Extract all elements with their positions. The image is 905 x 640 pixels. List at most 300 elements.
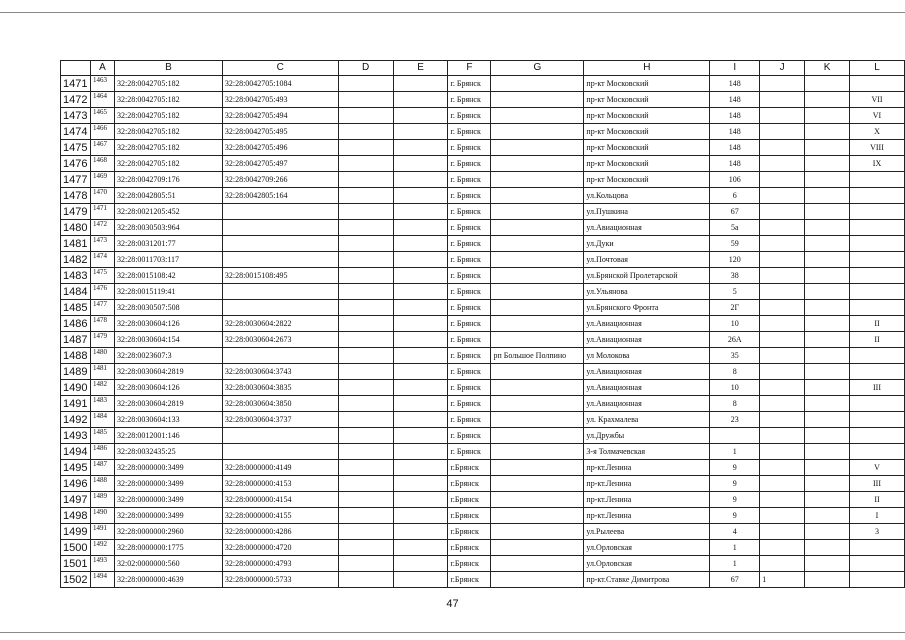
cell-h[interactable]: пр-кт.Ленина: [584, 476, 710, 492]
cell-g[interactable]: [491, 364, 584, 380]
cell-l[interactable]: [850, 364, 905, 380]
cell-j[interactable]: [760, 140, 805, 156]
cell-j[interactable]: [760, 460, 805, 476]
cell-d[interactable]: [338, 188, 393, 204]
row-number[interactable]: 1471: [61, 76, 91, 92]
cell-l[interactable]: VIII: [850, 140, 905, 156]
cell-d[interactable]: [338, 524, 393, 540]
cell-l[interactable]: [850, 300, 905, 316]
cell-l[interactable]: III: [850, 380, 905, 396]
cell-j[interactable]: [760, 524, 805, 540]
cell-k[interactable]: [805, 412, 850, 428]
cell-c[interactable]: 32:28:0030604:2822: [222, 316, 338, 332]
cell-e[interactable]: [393, 220, 448, 236]
cell-e[interactable]: [393, 204, 448, 220]
row-number[interactable]: 1478: [61, 188, 91, 204]
cell-k[interactable]: [805, 300, 850, 316]
cell-e[interactable]: [393, 380, 448, 396]
cell-i[interactable]: 148: [710, 124, 760, 140]
row-number[interactable]: 1473: [61, 108, 91, 124]
cell-a[interactable]: 1474: [90, 252, 114, 268]
cell-d[interactable]: [338, 204, 393, 220]
cell-i[interactable]: 106: [710, 172, 760, 188]
cell-c[interactable]: 32:28:0000000:4720: [222, 540, 338, 556]
cell-h[interactable]: пр-кт.Ленина: [584, 460, 710, 476]
cell-d[interactable]: [338, 556, 393, 572]
cell-g[interactable]: [491, 140, 584, 156]
cell-a[interactable]: 1473: [90, 236, 114, 252]
cell-h[interactable]: пр-кт Московский: [584, 108, 710, 124]
cell-e[interactable]: [393, 444, 448, 460]
cell-e[interactable]: [393, 156, 448, 172]
cell-c[interactable]: 32:28:0042805:164: [222, 188, 338, 204]
cell-b[interactable]: 32:28:0000000:3499: [114, 508, 222, 524]
cell-b[interactable]: 32:28:0000000:3499: [114, 492, 222, 508]
cell-g[interactable]: [491, 92, 584, 108]
cell-f[interactable]: г. Брянск: [448, 300, 491, 316]
cell-c[interactable]: 32:28:0000000:4149: [222, 460, 338, 476]
cell-e[interactable]: [393, 300, 448, 316]
cell-h[interactable]: пр-кт Московский: [584, 140, 710, 156]
cell-b[interactable]: 32:28:0021205:452: [114, 204, 222, 220]
cell-k[interactable]: [805, 236, 850, 252]
cell-k[interactable]: [805, 460, 850, 476]
cell-k[interactable]: [805, 92, 850, 108]
cell-k[interactable]: [805, 380, 850, 396]
cell-b[interactable]: 32:28:0011703:117: [114, 252, 222, 268]
cell-a[interactable]: 1467: [90, 140, 114, 156]
cell-d[interactable]: [338, 476, 393, 492]
cell-d[interactable]: [338, 156, 393, 172]
cell-d[interactable]: [338, 396, 393, 412]
cell-b[interactable]: 32:28:0030503:964: [114, 220, 222, 236]
cell-j[interactable]: [760, 492, 805, 508]
cell-h[interactable]: пр-кт.Ленина: [584, 492, 710, 508]
cell-h[interactable]: ул.Авиационная: [584, 380, 710, 396]
cell-j[interactable]: 1: [760, 572, 805, 588]
cell-b[interactable]: 32:28:0042705:182: [114, 92, 222, 108]
cell-g[interactable]: [491, 428, 584, 444]
cell-b[interactable]: 32:28:0030604:126: [114, 316, 222, 332]
cell-a[interactable]: 1477: [90, 300, 114, 316]
cell-i[interactable]: 9: [710, 460, 760, 476]
cell-g[interactable]: [491, 156, 584, 172]
row-number[interactable]: 1502: [61, 572, 91, 588]
cell-l[interactable]: [850, 428, 905, 444]
cell-b[interactable]: 32:28:0030507:508: [114, 300, 222, 316]
cell-h[interactable]: пр-кт.Ленина: [584, 508, 710, 524]
cell-i[interactable]: 23: [710, 412, 760, 428]
cell-e[interactable]: [393, 76, 448, 92]
cell-f[interactable]: г. Брянск: [448, 412, 491, 428]
cell-l[interactable]: [850, 252, 905, 268]
cell-i[interactable]: 4: [710, 524, 760, 540]
cell-g[interactable]: [491, 508, 584, 524]
cell-l[interactable]: [850, 220, 905, 236]
cell-g[interactable]: [491, 220, 584, 236]
cell-g[interactable]: [491, 204, 584, 220]
cell-h[interactable]: ул.Рылеева: [584, 524, 710, 540]
cell-i[interactable]: 9: [710, 492, 760, 508]
cell-j[interactable]: [760, 332, 805, 348]
cell-e[interactable]: [393, 284, 448, 300]
cell-j[interactable]: [760, 508, 805, 524]
cell-d[interactable]: [338, 332, 393, 348]
cell-g[interactable]: [491, 412, 584, 428]
cell-j[interactable]: [760, 412, 805, 428]
cell-c[interactable]: 32:28:0042705:496: [222, 140, 338, 156]
cell-j[interactable]: [760, 204, 805, 220]
cell-b[interactable]: 32:28:0042705:182: [114, 124, 222, 140]
cell-d[interactable]: [338, 444, 393, 460]
cell-e[interactable]: [393, 124, 448, 140]
cell-i[interactable]: 148: [710, 76, 760, 92]
cell-f[interactable]: г. Брянск: [448, 364, 491, 380]
cell-i[interactable]: 2Г: [710, 300, 760, 316]
cell-e[interactable]: [393, 492, 448, 508]
cell-g[interactable]: [491, 524, 584, 540]
cell-g[interactable]: [491, 300, 584, 316]
cell-f[interactable]: г.Брянск: [448, 524, 491, 540]
cell-a[interactable]: 1470: [90, 188, 114, 204]
row-number[interactable]: 1476: [61, 156, 91, 172]
cell-j[interactable]: [760, 380, 805, 396]
cell-l[interactable]: VII: [850, 92, 905, 108]
cell-e[interactable]: [393, 108, 448, 124]
cell-g[interactable]: [491, 380, 584, 396]
cell-d[interactable]: [338, 508, 393, 524]
cell-e[interactable]: [393, 524, 448, 540]
column-header-corner[interactable]: [61, 61, 91, 76]
cell-k[interactable]: [805, 204, 850, 220]
cell-i[interactable]: 148: [710, 156, 760, 172]
cell-l[interactable]: III: [850, 476, 905, 492]
cell-g[interactable]: [491, 124, 584, 140]
cell-a[interactable]: 1476: [90, 284, 114, 300]
cell-f[interactable]: г. Брянск: [448, 108, 491, 124]
cell-f[interactable]: г. Брянск: [448, 140, 491, 156]
cell-l[interactable]: II: [850, 316, 905, 332]
cell-g[interactable]: [491, 540, 584, 556]
cell-g[interactable]: рп Большое Полпино: [491, 348, 584, 364]
cell-a[interactable]: 1490: [90, 508, 114, 524]
cell-l[interactable]: II: [850, 492, 905, 508]
row-number[interactable]: 1495: [61, 460, 91, 476]
cell-b[interactable]: 32:28:0042705:182: [114, 76, 222, 92]
cell-g[interactable]: [491, 492, 584, 508]
row-number[interactable]: 1490: [61, 380, 91, 396]
cell-c[interactable]: 32:28:0042709:266: [222, 172, 338, 188]
cell-j[interactable]: [760, 76, 805, 92]
cell-c[interactable]: [222, 300, 338, 316]
cell-e[interactable]: [393, 332, 448, 348]
cell-b[interactable]: 32:28:0030604:133: [114, 412, 222, 428]
cell-l[interactable]: [850, 444, 905, 460]
cell-k[interactable]: [805, 444, 850, 460]
cell-c[interactable]: 32:28:0042705:493: [222, 92, 338, 108]
row-number[interactable]: 1500: [61, 540, 91, 556]
cell-b[interactable]: 32:28:0030604:154: [114, 332, 222, 348]
cell-f[interactable]: г. Брянск: [448, 188, 491, 204]
cell-b[interactable]: 32:28:0015108:42: [114, 268, 222, 284]
cell-l[interactable]: [850, 172, 905, 188]
cell-j[interactable]: [760, 236, 805, 252]
cell-c[interactable]: 32:28:0030604:3743: [222, 364, 338, 380]
cell-d[interactable]: [338, 572, 393, 588]
cell-l[interactable]: II: [850, 332, 905, 348]
cell-a[interactable]: 1479: [90, 332, 114, 348]
cell-a[interactable]: 1485: [90, 428, 114, 444]
column-header-a[interactable]: A: [90, 61, 114, 76]
cell-i[interactable]: 1: [710, 540, 760, 556]
cell-h[interactable]: 3-я Толмачевская: [584, 444, 710, 460]
cell-j[interactable]: [760, 172, 805, 188]
cell-k[interactable]: [805, 284, 850, 300]
cell-i[interactable]: 10: [710, 380, 760, 396]
cell-b[interactable]: 32:28:0023607:3: [114, 348, 222, 364]
cell-h[interactable]: пр-кт.Ставке Димитрова: [584, 572, 710, 588]
cell-g[interactable]: [491, 252, 584, 268]
cell-a[interactable]: 1488: [90, 476, 114, 492]
cell-a[interactable]: 1468: [90, 156, 114, 172]
cell-e[interactable]: [393, 140, 448, 156]
cell-d[interactable]: [338, 236, 393, 252]
cell-e[interactable]: [393, 364, 448, 380]
cell-f[interactable]: г.Брянск: [448, 556, 491, 572]
cell-h[interactable]: ул.Брянской Пролетарской: [584, 268, 710, 284]
cell-b[interactable]: 32:28:0000000:4639: [114, 572, 222, 588]
cell-d[interactable]: [338, 540, 393, 556]
cell-b[interactable]: 32:28:0042805:51: [114, 188, 222, 204]
cell-f[interactable]: г. Брянск: [448, 204, 491, 220]
cell-c[interactable]: 32:28:0015108:495: [222, 268, 338, 284]
cell-k[interactable]: [805, 428, 850, 444]
cell-c[interactable]: 32:28:0000000:4286: [222, 524, 338, 540]
cell-e[interactable]: [393, 236, 448, 252]
column-header-c[interactable]: C: [222, 61, 338, 76]
row-number[interactable]: 1492: [61, 412, 91, 428]
cell-l[interactable]: [850, 572, 905, 588]
cell-j[interactable]: [760, 268, 805, 284]
cell-e[interactable]: [393, 396, 448, 412]
cell-c[interactable]: [222, 444, 338, 460]
cell-h[interactable]: ул. Крахмалева: [584, 412, 710, 428]
cell-f[interactable]: г. Брянск: [448, 444, 491, 460]
cell-l[interactable]: [850, 284, 905, 300]
cell-a[interactable]: 1486: [90, 444, 114, 460]
cell-h[interactable]: пр-кт Московский: [584, 124, 710, 140]
cell-h[interactable]: пр-кт Московский: [584, 92, 710, 108]
cell-h[interactable]: ул.Орловская: [584, 556, 710, 572]
column-header-l[interactable]: L: [850, 61, 905, 76]
cell-f[interactable]: г. Брянск: [448, 428, 491, 444]
cell-a[interactable]: 1483: [90, 396, 114, 412]
cell-g[interactable]: [491, 236, 584, 252]
cell-e[interactable]: [393, 572, 448, 588]
cell-g[interactable]: [491, 172, 584, 188]
cell-i[interactable]: 1: [710, 556, 760, 572]
cell-k[interactable]: [805, 476, 850, 492]
cell-d[interactable]: [338, 252, 393, 268]
cell-k[interactable]: [805, 572, 850, 588]
cell-f[interactable]: г. Брянск: [448, 284, 491, 300]
column-header-f[interactable]: F: [448, 61, 491, 76]
cell-i[interactable]: 59: [710, 236, 760, 252]
cell-b[interactable]: 32:28:0015119:41: [114, 284, 222, 300]
row-number[interactable]: 1499: [61, 524, 91, 540]
cell-h[interactable]: ул.Дуки: [584, 236, 710, 252]
cell-i[interactable]: 5а: [710, 220, 760, 236]
cell-f[interactable]: г.Брянск: [448, 492, 491, 508]
cell-d[interactable]: [338, 268, 393, 284]
row-number[interactable]: 1488: [61, 348, 91, 364]
cell-j[interactable]: [760, 364, 805, 380]
cell-c[interactable]: [222, 204, 338, 220]
cell-g[interactable]: [491, 268, 584, 284]
cell-h[interactable]: пр-кт Московский: [584, 76, 710, 92]
cell-h[interactable]: ул.Брянского Фронта: [584, 300, 710, 316]
cell-i[interactable]: 1: [710, 444, 760, 460]
cell-g[interactable]: [491, 572, 584, 588]
column-header-e[interactable]: E: [393, 61, 448, 76]
cell-c[interactable]: 32:28:0030604:3835: [222, 380, 338, 396]
cell-f[interactable]: г. Брянск: [448, 332, 491, 348]
row-number[interactable]: 1501: [61, 556, 91, 572]
cell-f[interactable]: г. Брянск: [448, 396, 491, 412]
cell-j[interactable]: [760, 556, 805, 572]
cell-g[interactable]: [491, 444, 584, 460]
column-header-b[interactable]: B: [114, 61, 222, 76]
cell-k[interactable]: [805, 364, 850, 380]
row-number[interactable]: 1497: [61, 492, 91, 508]
cell-h[interactable]: ул.Ульянова: [584, 284, 710, 300]
cell-a[interactable]: 1475: [90, 268, 114, 284]
cell-b[interactable]: 32:28:0042705:182: [114, 156, 222, 172]
cell-k[interactable]: [805, 220, 850, 236]
cell-d[interactable]: [338, 460, 393, 476]
cell-l[interactable]: [850, 204, 905, 220]
cell-a[interactable]: 1478: [90, 316, 114, 332]
cell-i[interactable]: 148: [710, 140, 760, 156]
row-number[interactable]: 1472: [61, 92, 91, 108]
cell-k[interactable]: [805, 492, 850, 508]
cell-e[interactable]: [393, 460, 448, 476]
cell-d[interactable]: [338, 364, 393, 380]
cell-g[interactable]: [491, 332, 584, 348]
cell-a[interactable]: 1471: [90, 204, 114, 220]
cell-b[interactable]: 32:28:0000000:2960: [114, 524, 222, 540]
cell-b[interactable]: 32:28:0030604:2819: [114, 396, 222, 412]
cell-j[interactable]: [760, 428, 805, 444]
cell-f[interactable]: г. Брянск: [448, 316, 491, 332]
cell-j[interactable]: [760, 316, 805, 332]
cell-j[interactable]: [760, 396, 805, 412]
cell-f[interactable]: г. Брянск: [448, 76, 491, 92]
cell-i[interactable]: 67: [710, 572, 760, 588]
cell-f[interactable]: г. Брянск: [448, 348, 491, 364]
cell-j[interactable]: [760, 252, 805, 268]
cell-k[interactable]: [805, 540, 850, 556]
cell-e[interactable]: [393, 316, 448, 332]
cell-h[interactable]: ул.Авиационная: [584, 220, 710, 236]
cell-c[interactable]: [222, 348, 338, 364]
cell-l[interactable]: I: [850, 508, 905, 524]
cell-j[interactable]: [760, 188, 805, 204]
cell-f[interactable]: г.Брянск: [448, 476, 491, 492]
cell-i[interactable]: 6: [710, 188, 760, 204]
cell-b[interactable]: 32:28:0042705:182: [114, 140, 222, 156]
cell-e[interactable]: [393, 252, 448, 268]
row-number[interactable]: 1477: [61, 172, 91, 188]
cell-e[interactable]: [393, 348, 448, 364]
cell-l[interactable]: [850, 268, 905, 284]
cell-g[interactable]: [491, 188, 584, 204]
column-header-h[interactable]: H: [584, 61, 710, 76]
cell-b[interactable]: 32:28:0030604:126: [114, 380, 222, 396]
cell-h[interactable]: пр-кт Московский: [584, 172, 710, 188]
cell-c[interactable]: 32:28:0030604:2673: [222, 332, 338, 348]
column-header-d[interactable]: D: [338, 61, 393, 76]
cell-a[interactable]: 1472: [90, 220, 114, 236]
cell-i[interactable]: 8: [710, 364, 760, 380]
cell-l[interactable]: [850, 348, 905, 364]
cell-j[interactable]: [760, 124, 805, 140]
cell-d[interactable]: [338, 124, 393, 140]
cell-l[interactable]: VI: [850, 108, 905, 124]
cell-c[interactable]: [222, 428, 338, 444]
cell-k[interactable]: [805, 268, 850, 284]
row-number[interactable]: 1483: [61, 268, 91, 284]
column-header-i[interactable]: I: [710, 61, 760, 76]
cell-g[interactable]: [491, 556, 584, 572]
cell-k[interactable]: [805, 348, 850, 364]
cell-d[interactable]: [338, 108, 393, 124]
cell-k[interactable]: [805, 556, 850, 572]
cell-i[interactable]: 35: [710, 348, 760, 364]
cell-a[interactable]: 1481: [90, 364, 114, 380]
cell-j[interactable]: [760, 220, 805, 236]
cell-f[interactable]: г. Брянск: [448, 220, 491, 236]
cell-f[interactable]: г.Брянск: [448, 508, 491, 524]
cell-c[interactable]: 32:28:0030604:3737: [222, 412, 338, 428]
cell-f[interactable]: г.Брянск: [448, 460, 491, 476]
cell-i[interactable]: 9: [710, 476, 760, 492]
cell-j[interactable]: [760, 540, 805, 556]
cell-d[interactable]: [338, 284, 393, 300]
cell-f[interactable]: г.Брянск: [448, 572, 491, 588]
cell-a[interactable]: 1482: [90, 380, 114, 396]
cell-a[interactable]: 1492: [90, 540, 114, 556]
row-number[interactable]: 1494: [61, 444, 91, 460]
cell-k[interactable]: [805, 140, 850, 156]
cell-d[interactable]: [338, 140, 393, 156]
cell-l[interactable]: [850, 76, 905, 92]
cell-l[interactable]: 3: [850, 524, 905, 540]
cell-b[interactable]: 32:28:0042709:176: [114, 172, 222, 188]
cell-k[interactable]: [805, 172, 850, 188]
cell-j[interactable]: [760, 476, 805, 492]
cell-d[interactable]: [338, 428, 393, 444]
cell-e[interactable]: [393, 268, 448, 284]
cell-i[interactable]: 67: [710, 204, 760, 220]
cell-i[interactable]: 26А: [710, 332, 760, 348]
cell-i[interactable]: 5: [710, 284, 760, 300]
cell-a[interactable]: 1494: [90, 572, 114, 588]
cell-h[interactable]: ул.Почтовая: [584, 252, 710, 268]
cell-c[interactable]: 32:28:0042705:494: [222, 108, 338, 124]
cell-h[interactable]: ул.Авиационная: [584, 332, 710, 348]
cell-e[interactable]: [393, 556, 448, 572]
